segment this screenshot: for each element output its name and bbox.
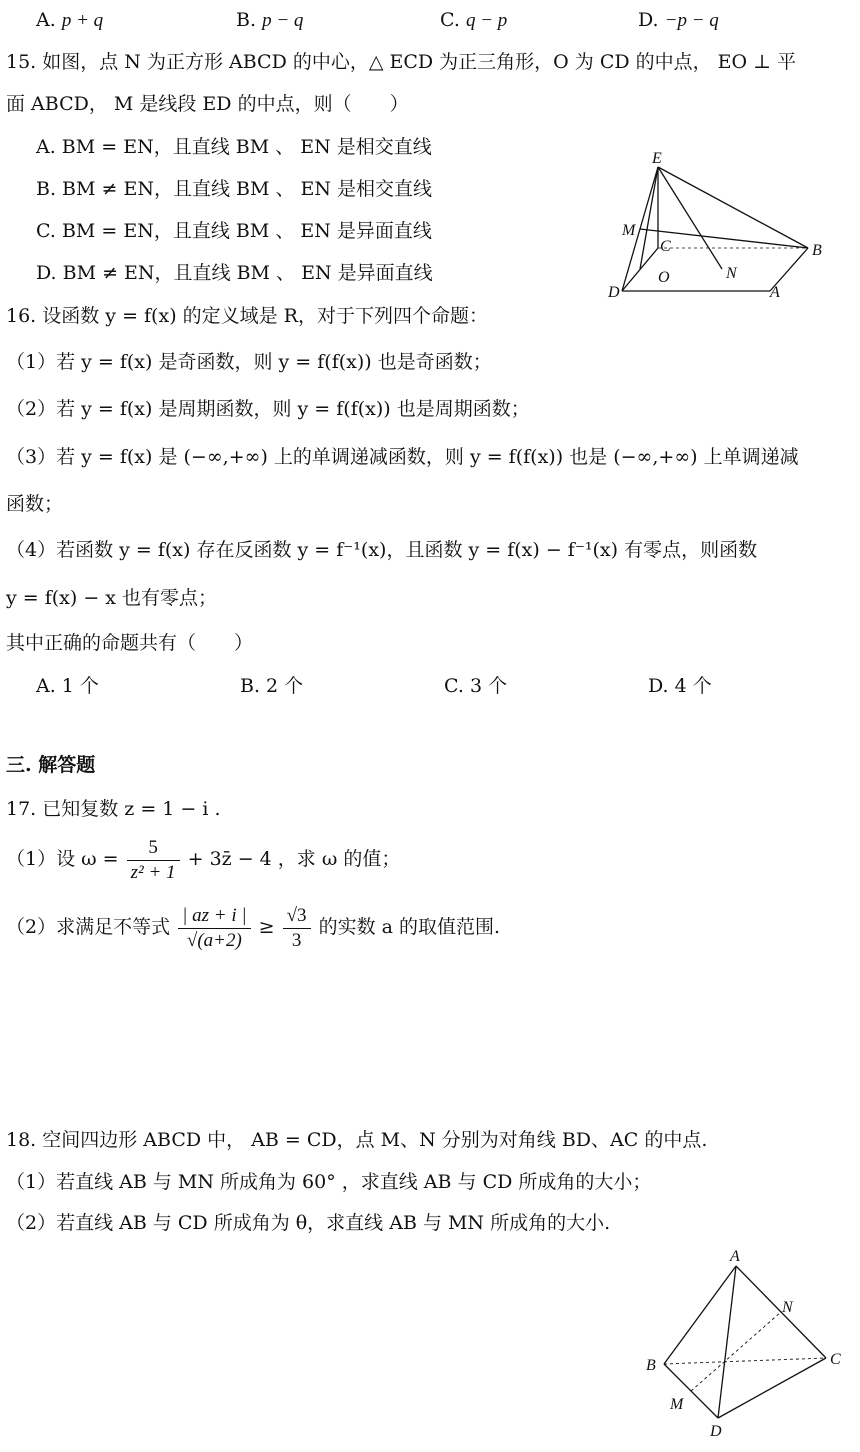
q16-proposition-1: （1）若 y = f(x) 是奇函数，则 y = f(f(x)) 也是奇函数；: [6, 351, 492, 373]
q16-ask: 其中正确的命题共有（ ）: [6, 632, 254, 654]
q14-option-b: B. p − q: [236, 9, 304, 31]
q16-stem: 16. 设函数 y = f(x) 的定义域是 R，对于下列四个命题：: [6, 305, 488, 327]
q18-label-m: M: [670, 1396, 684, 1413]
q15-label-o: O: [658, 269, 670, 286]
q15-label-d: D: [608, 284, 620, 301]
q16-proposition-4b: y = f(x) − x 也有零点；: [6, 587, 218, 609]
q18-figure: [640, 1246, 850, 1446]
q16-option-a: A. 1 个: [36, 675, 99, 697]
q17-part2: （2）求满足不等式 $\frac{| az + i |}{√(a+2)}$ ≥ $\frac{√3}{3}$ 的实数 a 的取值范围.: [6, 904, 501, 951]
q18-label-c: C: [830, 1351, 841, 1368]
q18-part1: （1）若直线 AB 与 MN 所成角为 60° ，求直线 AB 与 CD 所成角的大小；: [6, 1171, 652, 1193]
q15-label-a: A: [770, 284, 780, 301]
q15-option-c: C. BM = EN，且直线 BM 、 EN 是异面直线: [36, 220, 432, 242]
q15-label-n: N: [726, 265, 737, 282]
q15-label-e: E: [652, 150, 662, 167]
q16-proposition-3b: 函数；: [6, 493, 64, 515]
q17-stem: 17. 已知复数 z = 1 − i .: [6, 798, 221, 820]
q14-option-a: A. p + q: [36, 9, 104, 31]
section-heading: 三. 解答题: [6, 754, 96, 776]
q18-label-n: N: [782, 1299, 793, 1316]
q14-option-d: D. −p − q: [638, 9, 719, 31]
q15-option-b: B. BM ≠ EN，且直线 BM 、 EN 是相交直线: [36, 178, 433, 200]
q16-option-b: B. 2 个: [240, 675, 304, 697]
q15-option-d: D. BM ≠ EN，且直线 BM 、 EN 是异面直线: [36, 262, 433, 284]
q18-stem: 18. 空间四边形 ABCD 中， AB = CD，点 M、N 分别为对角线 BD、AC 的中点.: [6, 1129, 708, 1151]
q16-proposition-3a: （3）若 y = f(x) 是 (−∞,+∞) 上的单调递减函数，则 y = f(f(x)) 也是 (−∞,+∞) 上单调递减: [6, 446, 799, 468]
q15-label-c: C: [660, 238, 671, 255]
q15-option-a: A. BM = EN，且直线 BM 、 EN 是相交直线: [36, 136, 432, 158]
q16-proposition-4a: （4）若函数 y = f(x) 存在反函数 y = f⁻¹(x)，且函数 y = f(x) − f⁻¹(x) 有零点，则函数: [6, 539, 758, 561]
q18-part2: （2）若直线 AB 与 CD 所成角为 θ，求直线 AB 与 MN 所成角的大小.: [6, 1212, 611, 1234]
q17-part2-fraction-right: $\frac{√3}{3}$: [283, 904, 311, 953]
q16-option-c: C. 3 个: [444, 675, 508, 697]
q15-figure: [610, 145, 840, 305]
q15-label-m: M: [622, 222, 636, 239]
q18-label-d: D: [710, 1423, 722, 1440]
q18-label-b: B: [646, 1357, 656, 1374]
q18-label-a: A: [730, 1248, 740, 1265]
q17-part1: （1）设 ω = $\frac{5}{\text{z² + 1}}$ + 3z̄ − 4 ，求 ω 的值；: [6, 836, 401, 883]
q16-option-d: D. 4 个: [648, 675, 712, 697]
q17-part2-fraction-left: $\frac{| az + i |}{√(a+2)}$: [178, 904, 250, 953]
q15-label-b: B: [812, 242, 822, 259]
q16-proposition-2: （2）若 y = f(x) 是周期函数，则 y = f(f(x)) 也是周期函数；: [6, 398, 530, 420]
q15-stem-line1: 15. 如图，点 N 为正方形 ABCD 的中心，△ ECD 为正三角形，O 为 CD 的中点， EO ⊥ 平: [6, 51, 797, 73]
q15-stem-line2: 面 ABCD， M 是线段 ED 的中点，则（ ）: [6, 93, 409, 115]
q14-option-c: C. q − p: [440, 9, 508, 31]
q17-part1-fraction: $\frac{5}{\text{z² + 1}}$: [127, 836, 180, 885]
